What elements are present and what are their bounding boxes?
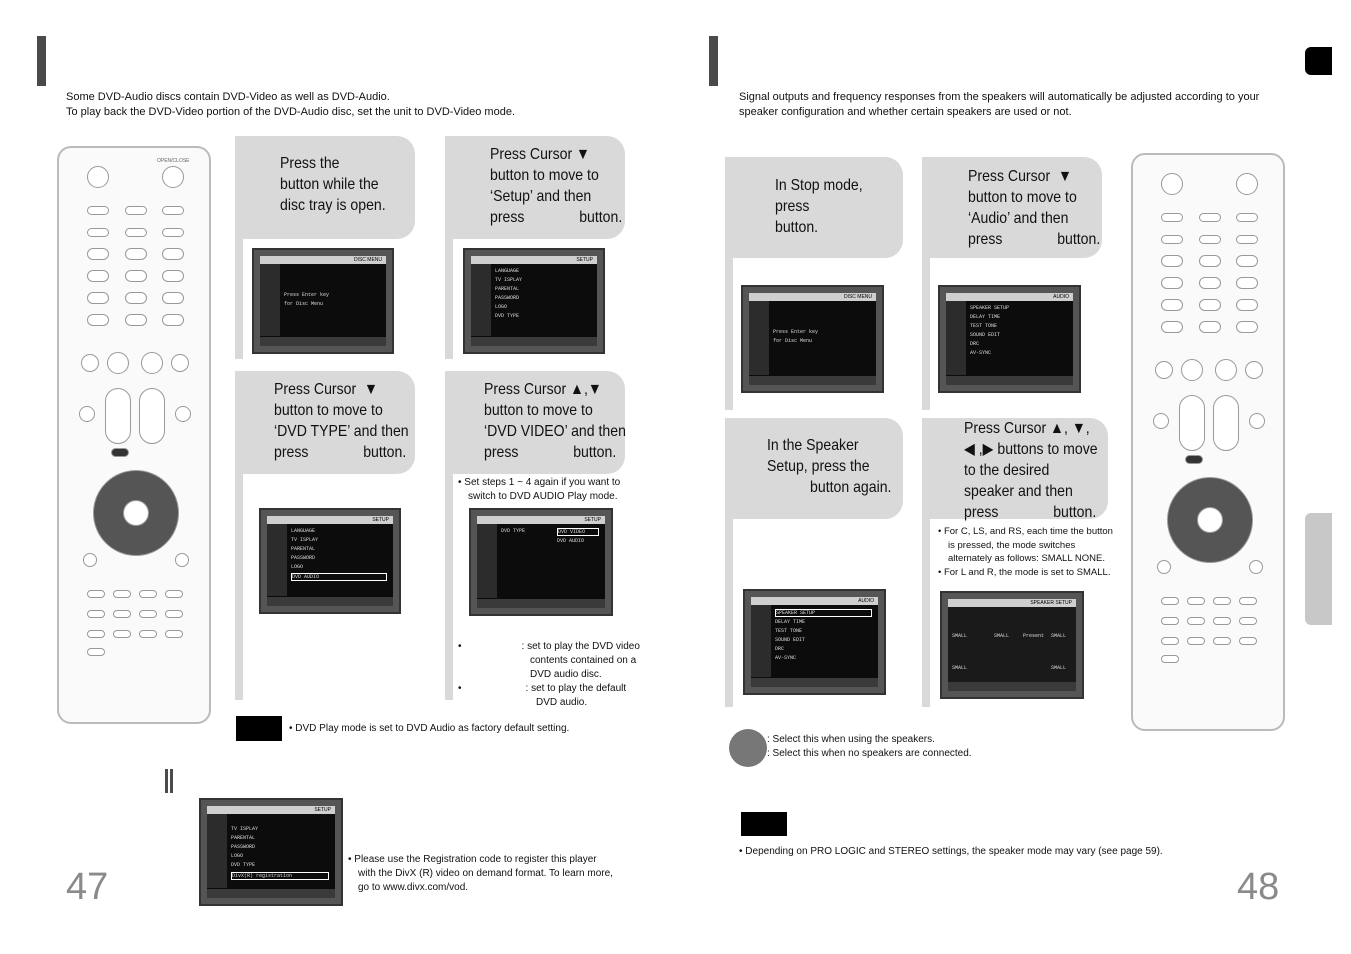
remain-button-icon: [87, 314, 109, 326]
step-3-text: Press Cursor ▼ button to move to ‘DVD TYPE’ and then press button.: [274, 381, 409, 461]
skip-back-icon: [81, 354, 99, 372]
volume-rocker-icon: [1179, 395, 1205, 451]
num-2-icon: [1199, 255, 1221, 267]
mode-button-icon: [1199, 213, 1221, 222]
right-step-4-rail: [922, 519, 930, 707]
num-7-icon: [1161, 299, 1183, 311]
stop-icon: [107, 352, 129, 374]
right-step-4-text: Press Cursor ▲, ▼, ◀ ,▶ buttons to move to the desired speaker and then press button.: [964, 420, 1098, 521]
zoom-icon: [1161, 617, 1179, 625]
step-4-rail: [445, 474, 453, 700]
divx-section-marker: [165, 769, 168, 793]
digest-icon: [1187, 637, 1205, 645]
num-4-icon: [87, 270, 109, 282]
divx-note: • Please use the Registration code to register this player with the DivX (R) video on demand format. To learn more, go to www.divx.com/vod.: [348, 854, 613, 893]
fl-effect-icon: [175, 406, 191, 422]
tuner-button-icon: [125, 228, 147, 237]
repeat-icon: [113, 590, 131, 598]
screen-speaker-setup: SPEAKER SETUP SMALL SMALL Present SMALL SMALL SMALL: [940, 591, 1084, 699]
num-6-icon: [162, 270, 184, 282]
num-8-icon: [125, 292, 147, 304]
slow-icon: [1187, 617, 1205, 625]
sd-hd-icon: [165, 630, 183, 638]
cancel-button-icon: [162, 314, 184, 326]
num-5-icon: [125, 270, 147, 282]
play-pause-icon: [141, 352, 163, 374]
volume-rocker-icon: [105, 388, 131, 444]
test-tone-icon: [165, 590, 183, 598]
tuner-button-icon: [1199, 235, 1221, 244]
cancel-button-icon: [1236, 321, 1258, 333]
repeat-icon: [1187, 597, 1205, 605]
remote-label: OPEN/CLOSE: [157, 158, 190, 164]
num-6-icon: [1236, 277, 1258, 289]
menu-button-icon: [111, 448, 129, 457]
aux-button-icon: [1236, 235, 1258, 244]
sd-hd-icon: [1239, 637, 1257, 645]
skip-forward-icon: [171, 354, 189, 372]
dvd-type-option-notes: • : set to play the DVD video contents contained on a DVD audio disc. • : set to play the default DVD audio.: [458, 641, 640, 708]
tuning-rocker-icon: [1213, 395, 1239, 451]
step-4-note: • Set steps 1 ~ 4 again if you want to switch to DVD AUDIO Play mode.: [458, 477, 621, 502]
dimmer-button-icon: [1236, 213, 1258, 222]
power-button-icon: [1161, 173, 1183, 195]
digest-icon: [113, 630, 131, 638]
zoom-icon: [87, 610, 105, 618]
step-3-rail: [235, 474, 243, 700]
disc-skip-button-icon: [1161, 213, 1183, 222]
sound-edit-icon: [1239, 617, 1257, 625]
num-0-icon: [1199, 321, 1221, 333]
screen-audio-speaker-setup: AUDIO SPEAKER SETUP DELAY TIME TEST TONE SOUND EDIT DRC AV-SYNC: [743, 589, 886, 695]
step-icon: [1161, 597, 1179, 605]
num-3-icon: [162, 248, 184, 260]
tuning-rocker-icon: [139, 388, 165, 444]
dvd-button-icon: [1161, 235, 1183, 244]
slow-icon: [113, 610, 131, 618]
open-close-button-icon: [1236, 173, 1258, 195]
pro-logic-note: • Depending on PRO LOGIC and STEREO settings, the speaker mode may vary (see page 59).: [739, 846, 1163, 857]
screen-divx-registration: SETUP TV ISPLAY PARENTAL PASSWORD LOGO DVD TYPE DivX(R) registration: [199, 798, 343, 906]
section-marker-bar: [37, 36, 46, 86]
step-2-rail: [445, 239, 453, 359]
screen-setup: SETUP LANGUAGE TV ISPLAY PARENTAL PASSWORD LOGO DVD TYPE: [463, 248, 605, 354]
sleep-icon: [87, 648, 105, 656]
step-1-text: Press the button while the disc tray is open.: [280, 155, 386, 214]
aux-button-icon: [162, 228, 184, 237]
sleep-icon: [1161, 655, 1179, 663]
right-note-label-box: [741, 812, 787, 836]
skip-back-icon: [1155, 361, 1173, 379]
section-marker-bar-right: [709, 36, 718, 86]
sound-edit-icon: [165, 610, 183, 618]
ez-view-icon: [139, 590, 157, 598]
screen-disc-menu-right: DISC MENU Press Enter key for Disc Menu: [741, 285, 884, 393]
mode-button-icon: [125, 206, 147, 215]
fl-mode-icon: [79, 406, 95, 422]
enter-button-icon: [123, 500, 149, 526]
num-3-icon: [1236, 255, 1258, 267]
right-step-2-rail: [922, 258, 930, 410]
test-tone-icon: [1239, 597, 1257, 605]
remain-button-icon: [1161, 321, 1183, 333]
fl-effect-icon: [1249, 413, 1265, 429]
return-button-icon: [83, 553, 97, 567]
slide-mode-icon: [1213, 637, 1231, 645]
step-1-rail: [235, 239, 243, 359]
right-step-2-text: Press Cursor ▼ button to move to ‘Audio’ and then press button.: [968, 168, 1101, 248]
num-9-icon: [1236, 299, 1258, 311]
step-4-text: Press Cursor ▲,▼ button to move to ‘DVD VIDEO’ and then press button.: [484, 381, 626, 461]
return-button-icon: [1157, 560, 1171, 574]
remote-control-illustration: [57, 146, 211, 724]
screen-dvd-type-setup: SETUP LANGUAGE TV ISPLAY PARENTAL PASSWORD LOGO DVD AUDIO: [259, 508, 401, 614]
play-pause-icon: [1215, 359, 1237, 381]
stop-icon: [1181, 359, 1203, 381]
default-mode-note: • DVD Play mode is set to DVD Audio as factory default setting.: [289, 723, 570, 734]
num-2-icon: [125, 248, 147, 260]
menu-button-icon: [1185, 455, 1203, 464]
num-5-icon: [1199, 277, 1221, 289]
num-7-icon: [87, 292, 109, 304]
chapter-tab-grey: [1305, 513, 1332, 625]
right-step-1-text: In Stop mode, press button.: [775, 177, 863, 236]
screen-audio-menu: AUDIO SPEAKER SETUP DELAY TIME TEST TONE SOUND EDIT DRC AV-SYNC: [938, 285, 1081, 393]
screen-dvd-type-options: SETUP DVD TYPE DVD VIDEO DVD AUDIO: [469, 508, 613, 616]
right-step-3-text: In the Speaker Setup, press the button again.: [767, 437, 892, 496]
note-label-box: [236, 716, 282, 741]
enter-button-icon: [1197, 507, 1223, 533]
tuner-memory-icon: [1213, 617, 1231, 625]
num-4-icon: [1161, 277, 1183, 289]
ez-view-icon: [1213, 597, 1231, 605]
speaker-mode-notes: : Select this when using the speakers. : Select this when no speakers are connected.: [767, 734, 972, 759]
skip-forward-icon: [1245, 361, 1263, 379]
speaker-icon-circle: [729, 729, 767, 767]
divx-section-marker-2: [170, 769, 173, 793]
mute-button-icon: [175, 553, 189, 567]
step-2-text: Press Cursor ▼ button to move to ‘Setup’ and then press button.: [490, 146, 623, 226]
num-8-icon: [1199, 299, 1221, 311]
remote-control-illustration-right: [1131, 153, 1285, 731]
num-1-icon: [1161, 255, 1183, 267]
screen-disc-menu: DISC MENU Press Enter key for Disc Menu: [252, 248, 394, 354]
slide-mode-icon: [139, 630, 157, 638]
dvd-button-icon: [87, 228, 109, 237]
disc-skip-button-icon: [87, 206, 109, 215]
page-number-left: 47: [66, 866, 109, 908]
logo-icon: [87, 630, 105, 638]
logo-icon: [1161, 637, 1179, 645]
chapter-tab-black: [1305, 47, 1332, 75]
fl-mode-icon: [1153, 413, 1169, 429]
intro-text-right: Signal outputs and frequency responses from the speakers will automatically be adjusted according to your speaker configuration and whether certain speakers are used or not.: [739, 91, 1260, 118]
num-0-icon: [125, 314, 147, 326]
num-9-icon: [162, 292, 184, 304]
mute-button-icon: [1249, 560, 1263, 574]
dimmer-button-icon: [162, 206, 184, 215]
right-step-3-rail: [725, 519, 733, 707]
intro-text: Some DVD-Audio discs contain DVD-Video as well as DVD-Audio. To play back the DVD-Video portion of the DVD-Audio disc, set the unit to DVD-Video mode.: [66, 91, 515, 118]
num-1-icon: [87, 248, 109, 260]
tuner-memory-icon: [139, 610, 157, 618]
right-step-1-rail: [725, 258, 733, 410]
page-number-right: 48: [1237, 866, 1280, 908]
power-button-icon: [87, 166, 109, 188]
open-close-button-icon: [162, 166, 184, 188]
step-icon: [87, 590, 105, 598]
right-step-4-notes: • For C, LS, and RS, each time the button is pressed, the mode switches alternately as follows: SMALL NONE. • For L and R, the mode is set to SMALL.: [938, 526, 1113, 578]
